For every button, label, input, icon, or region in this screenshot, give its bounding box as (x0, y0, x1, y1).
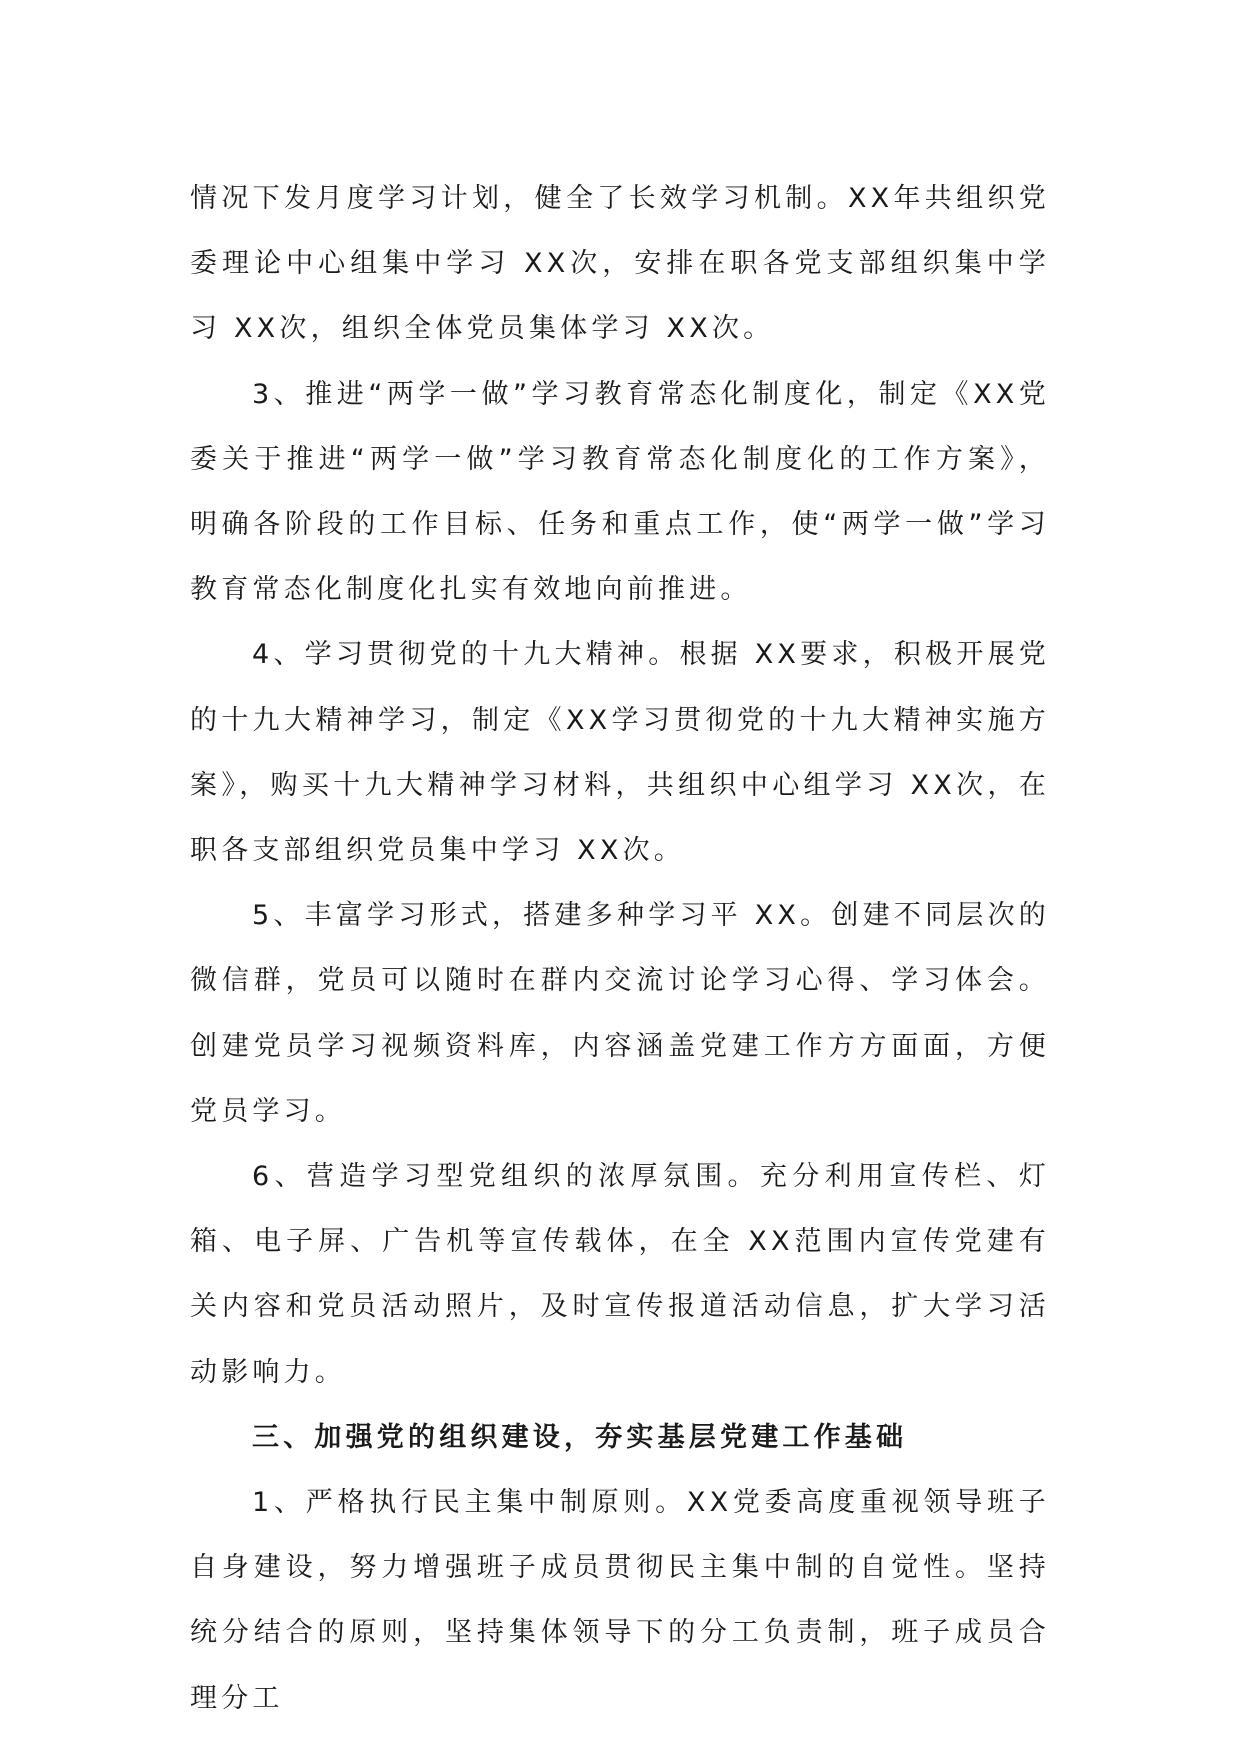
paragraph-nineteenth-congress: 4、学习贯彻党的十九大精神。根据 XX要求，积极开展党的十九大精神学习，制定《XX学习贯彻党的十九大精神实施方案》，购买十九大精神学习材料，共组织中心组学习 XX次，在职各支部组织党员集中学习 XX次。 (190, 639, 1050, 867)
paragraph-two-studies-one-action: 3、推进“两学一做”学习教育常态化制度化，制定《XX党委关于推进“两学一做”学习教育常态化制度化的工作方案》，明确各阶段的工作目标、任务和重点工作，使“两学一做”学习教育常态化制度化扎实有效地向前推进。 (190, 378, 1050, 606)
section-heading-organization: 三、加强党的组织建设，夯实基层党建工作基础 (252, 1421, 908, 1453)
document-body (190, 166, 1050, 1731)
paragraph-study-atmosphere: 6、营造学习型党组织的浓厚氛围。充分利用宣传栏、灯箱、电子屏、广告机等宣传载体，在全 XX范围内宣传党建有关内容和党员活动照片，及时宣传报道活动信息，扩大学习活动影响力。 (190, 1161, 1050, 1388)
paragraph-study-forms: 5、丰富学习形式，搭建多种学习平 XX。创建不同层次的微信群，党员可以随时在群内交流讨论学习心得、学习体会。创建党员学习视频资料库，内容涵盖党建工作方方面面，方便党员学习。 (190, 900, 1050, 1127)
paragraph-study-plan: 情况下发月度学习计划，健全了长效学习机制。XX年共组织党委理论中心组集中学习 XX次，安排在职各党支部组织集中学习 XX次，组织全体党员集体学习 XX次。 (190, 183, 1050, 345)
paragraph-democratic-centralism: 1、严格执行民主集中制原则。XX党委高度重视领导班子自身建设，努力增强班子成员贯彻民主集中制的自觉性。坚持统分结合的原则，坚持集体领导下的分工负责制，班子成员合理分工 (190, 1487, 1050, 1714)
